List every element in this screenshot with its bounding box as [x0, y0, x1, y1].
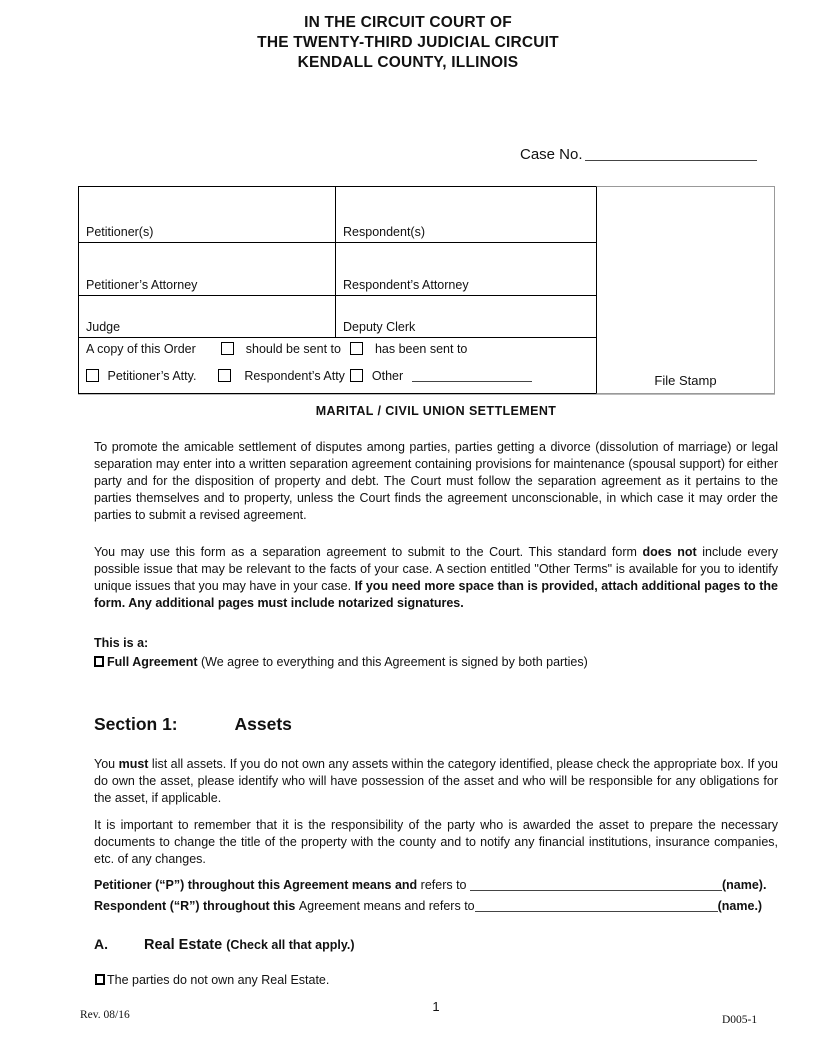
- petitioner-label: Petitioner(s): [86, 225, 154, 239]
- no-real-estate-checkbox[interactable]: [95, 974, 105, 985]
- petitioner-field[interactable]: [79, 187, 335, 242]
- copy-order-line2: [79, 365, 596, 383]
- text-segment: refers to: [420, 878, 470, 892]
- text-segment: Respondent (“R”) throughout this: [94, 899, 299, 913]
- respondent-atty-checkbox[interactable]: [218, 369, 231, 382]
- fill-blank[interactable]: [470, 878, 722, 891]
- should-be-sent-checkbox[interactable]: [221, 342, 234, 355]
- text-segment: Agreement means and refers to: [298, 899, 475, 913]
- respondent-attorney-field[interactable]: [335, 243, 596, 295]
- section1-heading: [94, 714, 292, 735]
- text-segment: If you need more space than is provided, attach additional pages to the form. Any additional pages must include notarized signatures.: [94, 579, 778, 610]
- fill-blank[interactable]: [475, 899, 718, 912]
- deputy-clerk-field[interactable]: [335, 296, 596, 337]
- section1-paragraph-1: [94, 756, 778, 807]
- petitioner-atty-checkbox[interactable]: [86, 369, 99, 382]
- form-id-label: D005-1: [722, 1014, 758, 1026]
- petitioner-attorney-field[interactable]: [79, 243, 335, 295]
- section1-number: Section 1:: [94, 714, 178, 734]
- should-be-sent-label: should be sent to: [245, 342, 341, 356]
- real-estate-title: Real Estate: [144, 937, 223, 953]
- page-number: 1: [432, 999, 440, 1014]
- caption-row-parties: [79, 187, 596, 243]
- full-agreement-checkbox[interactable]: [94, 656, 104, 667]
- case-number-blank[interactable]: [585, 148, 757, 161]
- section1-paragraph-2: It is important to remember that it is the responsibility of the party who is awarded the asset to prepare the necessary documents to change the title of the property with the county and to notify any financial institutions, insurance companies, etc. of any changes.: [94, 818, 778, 866]
- no-real-estate-label: The parties do not own any Real Estate.: [107, 973, 330, 987]
- respondent-attorney-label: Respondent’s Attorney: [343, 278, 469, 292]
- caption-row-judge-clerk: [79, 296, 596, 338]
- text-segment: You: [94, 757, 119, 771]
- revision-label: Rev. 08/16: [80, 1009, 130, 1021]
- text-segment: list all assets. If you do not own any assets within the category identified, please check the appropriate box. If you do own the asset, please identify who will have possession of the asset and who will be responsible for any obligations for the asset, if applicable.: [94, 757, 778, 805]
- other-recipient-blank[interactable]: [412, 369, 532, 382]
- judge-field[interactable]: [79, 296, 335, 337]
- petitioner-definition-line: [94, 875, 778, 896]
- real-estate-hint: (Check all that apply.): [226, 938, 355, 952]
- text-segment: include every possible issue that may be relevant to the facts of your case. A section entitled "Other Terms" is available for you to identify unique issues that you may have in your case.: [94, 545, 778, 593]
- party-definition-lines: [94, 875, 778, 917]
- this-is-a-label: This is a:: [94, 636, 149, 650]
- real-estate-heading: [94, 936, 354, 953]
- text-segment: (name.): [717, 899, 763, 913]
- full-agreement-text: [107, 655, 588, 669]
- text-segment: Full Agreement: [107, 655, 198, 669]
- judge-label: Judge: [86, 320, 121, 334]
- case-number-row: [520, 146, 757, 163]
- has-been-sent-label: has been sent to: [374, 342, 468, 356]
- case-number-label: Case No.: [520, 146, 583, 163]
- has-been-sent-checkbox[interactable]: [350, 342, 363, 355]
- court-header-line1: IN THE CIRCUIT COURT OF: [304, 14, 512, 31]
- court-header-line2: THE TWENTY-THIRD JUDICIAL CIRCUIT: [257, 34, 559, 51]
- text-segment: must: [118, 757, 149, 771]
- other-recipient-checkbox[interactable]: [350, 369, 363, 382]
- petitioner-atty-label: Petitioner’s Atty.: [107, 369, 197, 383]
- respondent-field[interactable]: [335, 187, 596, 242]
- intro-paragraph-1: To promote the amicable settlement of disputes among parties, parties getting a divorce (dissolution of marriage) or legal separation may enter into a written separation agreement containing provisions for maintenance (spousal support) for either party and for the disposition of property and debt. The Court must follow the separation agreement as it pertains to the parties themselves and to property, unless the Court finds the agreement unconscionable, in which case it may order the parties to submit a revised agreement.: [94, 440, 778, 522]
- full-agreement-option: [94, 655, 588, 669]
- text-segment: (We agree to everything and this Agreement is signed by both parties): [197, 655, 588, 669]
- text-segment: You may use this form as a separation agreement to submit to the Court. This standard form: [94, 545, 643, 559]
- real-estate-letter: A.: [94, 936, 108, 952]
- copy-order-prefix: A copy of this Order: [86, 342, 196, 356]
- copy-order-line1: [79, 338, 596, 356]
- text-segment: does not: [642, 545, 697, 559]
- deputy-clerk-label: Deputy Clerk: [343, 320, 416, 334]
- respondent-atty-label: Respondent’s Atty: [244, 369, 345, 383]
- text-segment: (name).: [721, 878, 767, 892]
- court-header-line3: KENDALL COUNTY, ILLINOIS: [297, 54, 519, 71]
- respondent-definition-line: [94, 896, 778, 917]
- section1-name: Assets: [234, 714, 292, 734]
- file-stamp-box: [596, 186, 775, 394]
- respondent-label: Respondent(s): [343, 225, 426, 239]
- form-title: MARITAL / CIVIL UNION SETTLEMENT: [315, 404, 557, 418]
- caption-table: [78, 186, 597, 394]
- other-recipient-label: Other: [371, 369, 404, 383]
- caption-row-copy-order: [79, 338, 596, 393]
- text-segment: Petitioner (“P”) throughout this Agreement means and: [94, 878, 421, 892]
- court-header: [0, 13, 816, 73]
- file-stamp-label: File Stamp: [654, 373, 717, 388]
- caption-row-attorneys: [79, 243, 596, 296]
- petitioner-attorney-label: Petitioner’s Attorney: [86, 278, 198, 292]
- no-real-estate-option: [95, 973, 329, 987]
- intro-paragraph-2: [94, 544, 778, 612]
